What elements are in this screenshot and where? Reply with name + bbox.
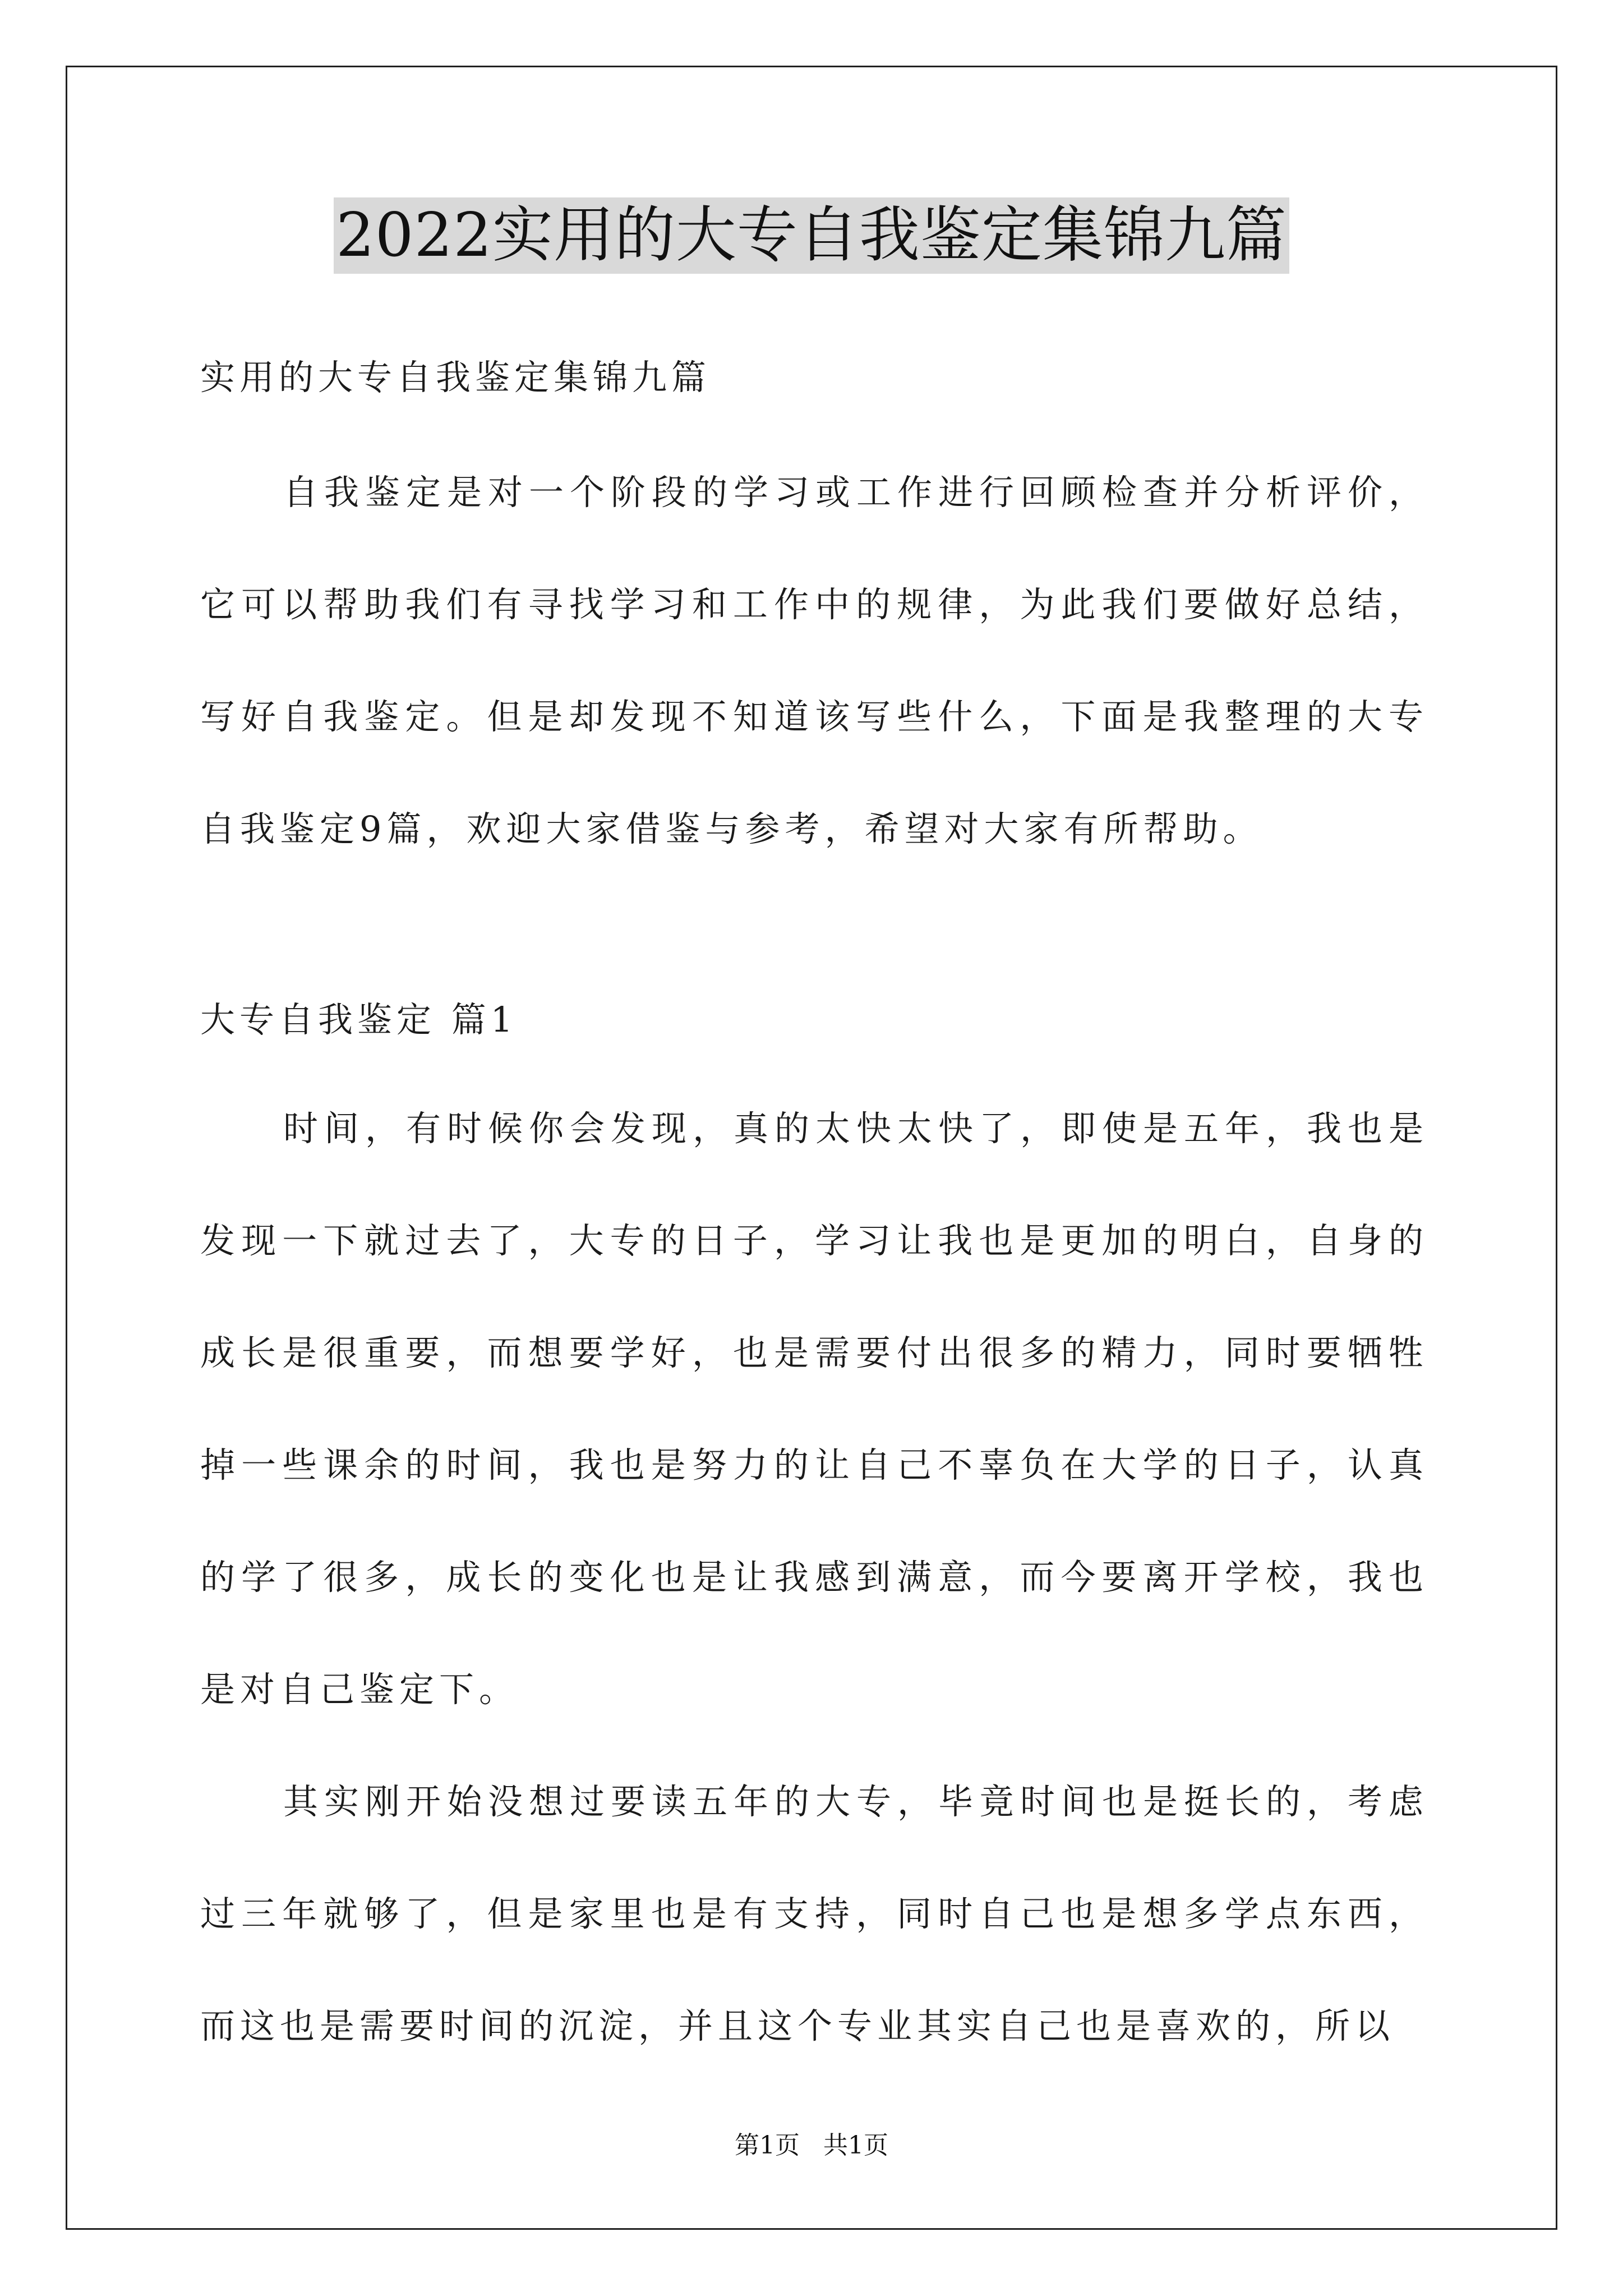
- intro-paragraph: 自我鉴定是对一个阶段的学习或工作进行回顾检查并分析评价，它可以帮助我们有寻找学习和工作中的规律，为此我们要做好总结，写好自我鉴定。但是却发现不知道该写些什么，下面是我整理的大专自我鉴定9篇，欢迎大家借鉴与参考，希望对大家有所帮助。: [200, 472, 1428, 849]
- title-container: [0, 197, 1623, 274]
- document-title: 2022实用的大专自我鉴定集锦九篇: [334, 197, 1289, 274]
- document-subtitle: 实用的大专自我鉴定集锦九篇: [200, 357, 711, 398]
- page-number-footer: 第1页 共1页: [735, 2131, 888, 2160]
- body-paragraph-2: 其实刚开始没想过要读五年的大专，毕竟时间也是挺长的，考虑过三年就够了，但是家里也是有支持，同时自己也是想多学点东西，而这也是需要时间的沉淀，并且这个专业其实自己也是喜欢的，所以: [200, 1781, 1428, 2046]
- body-paragraph-1: 时间，有时候你会发现，真的太快太快了，即使是五年，我也是发现一下就过去了，大专的日子，学习让我也是更加的明白，自身的成长是很重要，而想要学好，也是需要付出很多的精力，同时要牺牲掉一些课余的时间，我也是努力的让自己不辜负在大学的日子，认真的学了很多，成长的变化也是让我感到满意，而今要离开学校，我也是对自己鉴定下。: [200, 1108, 1428, 1710]
- section-heading: 大专自我鉴定 篇1: [200, 999, 518, 1040]
